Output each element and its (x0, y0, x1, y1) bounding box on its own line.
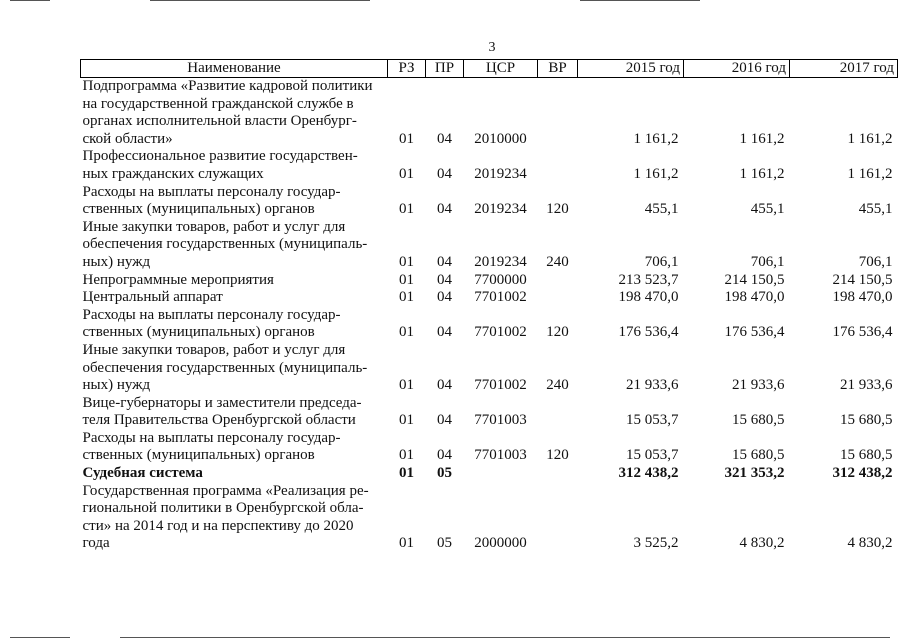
top-scan-line-mid (150, 0, 370, 1)
row-name-line: на государственной гражданской службе в (82, 95, 354, 112)
row-name-line: ных гражданских служащих (82, 165, 264, 182)
row-vr: 120 (546, 201, 569, 218)
row-vr (538, 272, 578, 290)
row-name-line: сти» на 2014 год и на перспективу до 2020 (82, 517, 354, 534)
table-header-row (81, 60, 898, 78)
row-value-2015: 706,1 (644, 253, 679, 270)
row-vr (538, 465, 578, 483)
row-rz: 01 (399, 130, 414, 147)
row-value-2016: 214 150,5 (724, 271, 785, 288)
row-value-2017: 1 161,2 (847, 130, 893, 147)
row-csr: 2010000 (474, 130, 527, 147)
row-csr: 7701003 (474, 412, 527, 429)
bottom-scan-line-left (10, 637, 70, 638)
row-csr: 2019234 (474, 165, 527, 182)
header-2016: 2016 год (684, 60, 790, 78)
row-value-2016: 321 353,2 (724, 465, 785, 482)
row-value-2016: 706,1 (750, 253, 785, 270)
row-value-2015: 15 053,7 (626, 447, 679, 464)
row-name (81, 148, 388, 183)
page-number: 3 (488, 40, 496, 55)
table-row (81, 342, 898, 395)
table-row (81, 148, 898, 183)
row-vr (538, 148, 578, 183)
row-value-2015: 176 536,4 (618, 324, 679, 341)
row-pr: 04 (437, 253, 452, 270)
row-csr: 7701003 (474, 447, 527, 464)
row-name-line: Иные закупки товаров, работ и услуг для (82, 341, 346, 358)
row-value-2015: 198 470,0 (618, 289, 679, 306)
header-csr: ЦСР (464, 60, 538, 78)
row-value-2017: 706,1 (858, 253, 893, 270)
table-row (81, 465, 898, 483)
row-name-line: Расходы на выплаты персоналу государ- (82, 306, 341, 323)
top-scan-line-right (580, 0, 700, 1)
header-2015: 2015 год (578, 60, 684, 78)
row-name-line: Непрограммные мероприятия (82, 271, 274, 288)
row-vr (538, 78, 578, 149)
row-name-line: ственных (муниципальных) органов (82, 201, 315, 218)
row-rz: 01 (399, 271, 414, 288)
row-rz: 01 (399, 535, 414, 552)
row-value-2017: 15 680,5 (840, 447, 893, 464)
row-csr: 7701002 (474, 324, 527, 341)
row-value-2015: 213 523,7 (618, 271, 679, 288)
row-name (81, 289, 388, 307)
row-name-line: обеспечения государственных (муниципаль- (82, 359, 368, 376)
row-name-line: ственных (муниципальных) органов (82, 447, 315, 464)
row-value-2015: 3 525,2 (633, 535, 679, 552)
row-pr: 04 (437, 324, 452, 341)
row-vr: 120 (546, 447, 569, 464)
row-value-2017: 455,1 (858, 201, 893, 218)
table-row (81, 272, 898, 290)
row-csr: 7701002 (474, 289, 527, 306)
row-name (81, 78, 388, 149)
row-csr: 7701002 (474, 377, 527, 394)
row-name-line: Государственная программа «Реализация ре- (82, 482, 369, 499)
row-value-2015: 1 161,2 (633, 130, 679, 147)
table-row (81, 184, 898, 219)
header-vr: ВР (538, 60, 578, 78)
row-value-2017: 176 536,4 (832, 324, 893, 341)
row-csr: 2019234 (474, 201, 527, 218)
row-rz: 01 (399, 165, 414, 182)
row-value-2016: 15 680,5 (732, 447, 785, 464)
row-name (81, 395, 388, 430)
header-pr: ПР (426, 60, 464, 78)
bottom-scan-line-right (120, 637, 890, 638)
header-rz: РЗ (388, 60, 426, 78)
row-value-2017: 4 830,2 (847, 535, 893, 552)
row-value-2016: 1 161,2 (739, 165, 785, 182)
row-name (81, 272, 388, 290)
table-body (81, 78, 898, 554)
row-rz: 01 (399, 289, 414, 306)
row-pr: 05 (437, 535, 452, 552)
row-value-2016: 21 933,6 (732, 377, 785, 394)
row-name (81, 184, 388, 219)
row-name-line: Центральный аппарат (82, 289, 223, 306)
row-rz: 01 (399, 412, 414, 429)
row-name-line: Вице-губернаторы и заместители председа- (82, 394, 362, 411)
row-value-2016: 1 161,2 (739, 130, 785, 147)
row-name-line: года (82, 535, 110, 552)
row-value-2016: 455,1 (750, 201, 785, 218)
row-name-line: Расходы на выплаты персоналу государ- (82, 183, 341, 200)
row-name-line: ных) нужд (82, 253, 151, 270)
row-pr: 04 (437, 289, 452, 306)
row-pr: 04 (437, 201, 452, 218)
row-name-line: Иные закупки товаров, работ и услуг для (82, 218, 346, 235)
row-value-2017: 15 680,5 (840, 412, 893, 429)
row-name (81, 483, 388, 553)
row-name-line: ственных (муниципальных) органов (82, 324, 315, 341)
budget-table (80, 59, 898, 553)
row-pr: 04 (437, 412, 452, 429)
row-name (81, 307, 388, 342)
row-vr (538, 289, 578, 307)
row-name-line: ской области» (82, 130, 173, 147)
row-value-2017: 198 470,0 (832, 289, 893, 306)
row-pr: 04 (437, 377, 452, 394)
row-name-line: Подпрограмма «Развитие кадровой политики (82, 78, 373, 94)
row-vr: 240 (546, 377, 569, 394)
table-row (81, 483, 898, 553)
row-pr: 05 (437, 465, 452, 482)
row-name-line: Профессиональное развитие государствен- (82, 148, 358, 165)
row-csr: 2019234 (474, 253, 527, 270)
row-value-2016: 15 680,5 (732, 412, 785, 429)
row-name-line: Судебная система (82, 465, 203, 482)
row-value-2016: 4 830,2 (739, 535, 785, 552)
table-row (81, 78, 898, 149)
row-name (81, 219, 388, 272)
row-value-2017: 21 933,6 (840, 377, 893, 394)
row-pr: 04 (437, 447, 452, 464)
table-row (81, 289, 898, 307)
row-name (81, 465, 388, 483)
row-vr (538, 395, 578, 430)
row-vr: 120 (546, 324, 569, 341)
row-name (81, 342, 388, 395)
row-name-line: Расходы на выплаты персоналу государ- (82, 429, 341, 446)
table-row (81, 395, 898, 430)
top-scan-line-left (10, 0, 50, 1)
row-rz: 01 (399, 201, 414, 218)
row-rz: 01 (399, 377, 414, 394)
table-row (81, 307, 898, 342)
row-value-2017: 1 161,2 (847, 165, 893, 182)
row-name-line: теля Правительства Оренбургской области (82, 412, 356, 429)
row-value-2016: 198 470,0 (724, 289, 785, 306)
row-value-2015: 455,1 (644, 201, 679, 218)
row-value-2017: 214 150,5 (832, 271, 893, 288)
row-name-line: гиональной политики в Оренбургской обла- (82, 500, 364, 517)
row-rz: 01 (399, 253, 414, 270)
row-csr: 2000000 (474, 535, 527, 552)
row-csr: 7700000 (474, 271, 527, 288)
row-name-line: органах исполнительной власти Оренбург- (82, 113, 357, 130)
header-name: Наименование (81, 60, 388, 78)
row-name-line: обеспечения государственных (муниципаль- (82, 236, 368, 253)
row-value-2017: 312 438,2 (832, 465, 893, 482)
table-row (81, 430, 898, 465)
row-name-line: ных) нужд (82, 377, 151, 394)
row-pr: 04 (437, 130, 452, 147)
row-vr: 240 (546, 253, 569, 270)
header-2017: 2017 год (790, 60, 898, 78)
row-name (81, 430, 388, 465)
row-value-2015: 1 161,2 (633, 165, 679, 182)
row-pr: 04 (437, 271, 452, 288)
row-pr: 04 (437, 165, 452, 182)
table-row (81, 219, 898, 272)
row-rz: 01 (399, 324, 414, 341)
row-value-2015: 312 438,2 (618, 465, 679, 482)
row-value-2015: 15 053,7 (626, 412, 679, 429)
row-csr (464, 465, 538, 483)
row-rz: 01 (399, 465, 414, 482)
row-value-2015: 21 933,6 (626, 377, 679, 394)
row-vr (538, 483, 578, 553)
row-value-2016: 176 536,4 (724, 324, 785, 341)
row-rz: 01 (399, 447, 414, 464)
